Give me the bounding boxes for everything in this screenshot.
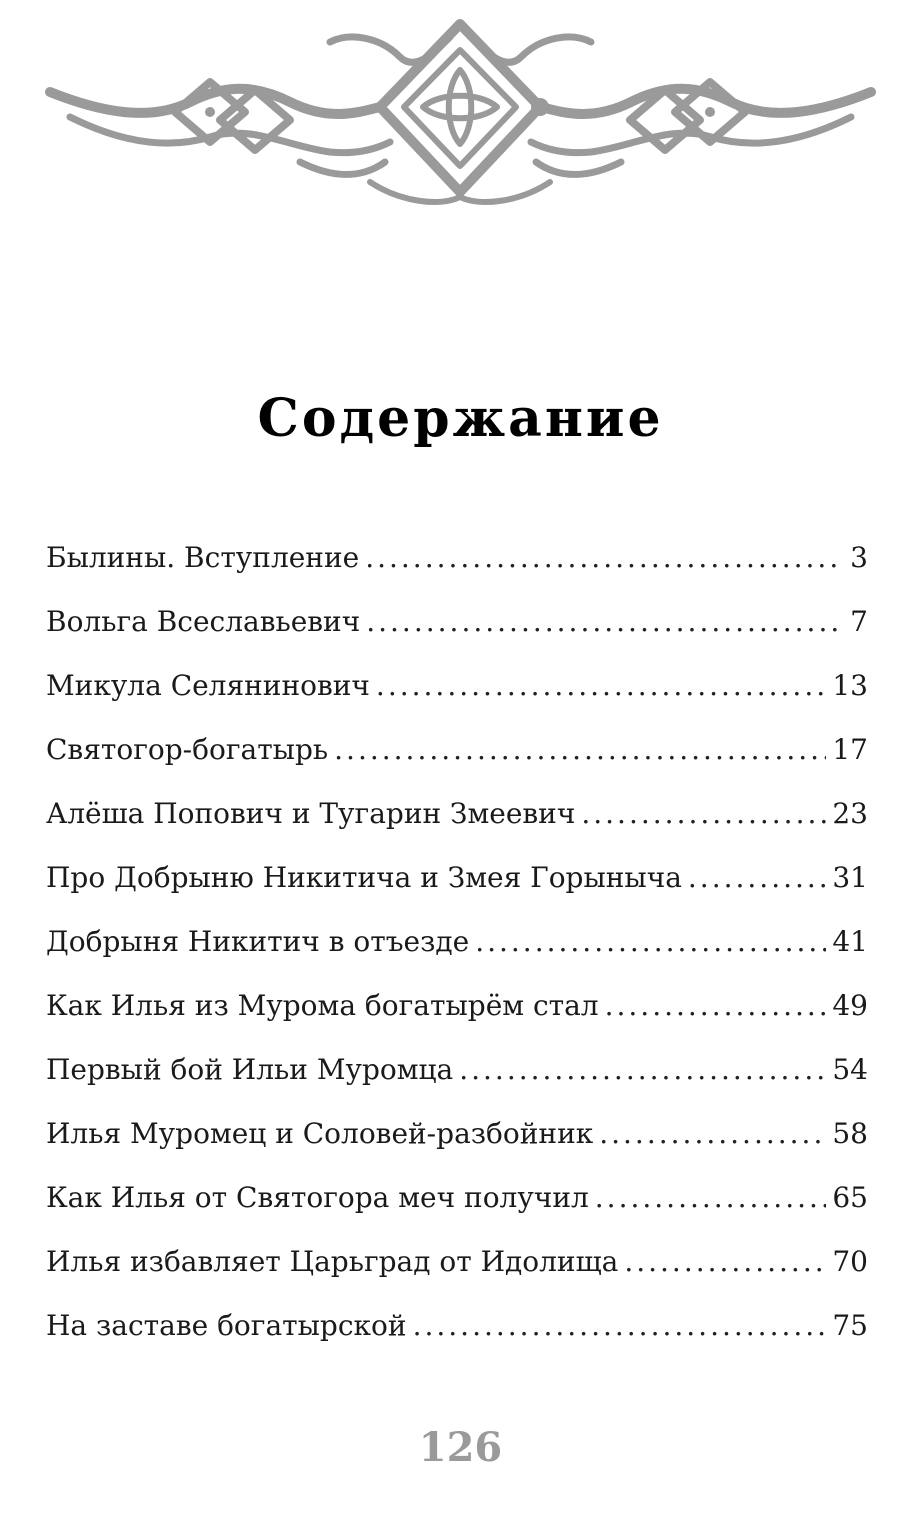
toc-entry-page: 17 [832,733,868,766]
toc-entry-title: Илья Муромец и Соловей-разбойник [46,1117,594,1150]
page-number: 126 [418,1424,503,1471]
toc-entry-page: 58 [832,1117,868,1150]
toc-leader-dots [688,854,826,902]
toc-entry-title: Святогор-богатырь [46,733,329,766]
toc-leader-dots [413,1302,827,1350]
toc-entry[interactable] [46,790,868,854]
toc-leader-dots [605,982,827,1030]
toc-entry[interactable] [46,982,868,1046]
toc-leader-dots [366,598,844,646]
toc-leader-dots [475,918,826,966]
toc-leader-dots [581,790,826,838]
toc-leader-dots [595,1174,827,1222]
toc-entry-title: Как Илья от Святогора меч получил [46,1181,589,1214]
toc-entry-title: Микула Селянинович [46,669,370,702]
toc-entry-title: Илья избавляет Царьград от Идолища [46,1245,619,1278]
page-title: Содержание [257,388,664,449]
toc-leader-dots [599,1110,826,1158]
toc-entry-title: Вольга Всеславьевич [46,605,361,638]
toc-entry-page: 75 [832,1309,868,1342]
toc-entry-page: 54 [832,1053,868,1086]
toc-entry-page: 3 [850,541,868,574]
toc-entry[interactable] [46,1046,868,1110]
toc-entry-page: 13 [832,669,868,702]
toc-entry[interactable] [46,1174,868,1238]
toc-entry-page: 31 [832,861,868,894]
toc-entry-page: 23 [832,797,868,830]
toc-entry[interactable] [46,534,868,598]
toc-leader-dots [334,726,826,774]
toc-entry-title: Про Добрыню Никитича и Змея Горыныча [46,861,682,894]
toc-entry[interactable] [46,1238,868,1302]
toc-entry-page: 65 [832,1181,868,1214]
toc-entry-title: Былины. Вступление [46,541,360,574]
toc-leader-dots [376,662,826,710]
toc-entry-title: На заставе богатырской [46,1309,407,1342]
toc-entry[interactable] [46,598,868,662]
toc-entry-page: 49 [832,989,868,1022]
decorative-ornament [40,12,881,212]
toc-entry[interactable] [46,918,868,982]
toc-entry-title: Алёша Попович и Тугарин Змеевич [46,797,576,830]
toc-leader-dots [365,534,844,582]
toc-entry[interactable] [46,1302,868,1366]
toc-entry[interactable] [46,726,868,790]
toc-leader-dots [459,1046,826,1094]
toc-entry-page: 70 [832,1245,868,1278]
toc-entry-title: Первый бой Ильи Муромца [46,1053,454,1086]
toc-entry-page: 41 [832,925,868,958]
toc-entry[interactable] [46,662,868,726]
toc-entry[interactable] [46,1110,868,1174]
toc-leader-dots [624,1238,826,1286]
toc-entry-title: Добрыня Никитич в отъезде [46,925,470,958]
toc-entry-page: 7 [850,605,868,638]
toc-entry-title: Как Илья из Мурома богатырём стал [46,989,599,1022]
toc-entry[interactable] [46,854,868,918]
table-of-contents [46,534,868,1366]
